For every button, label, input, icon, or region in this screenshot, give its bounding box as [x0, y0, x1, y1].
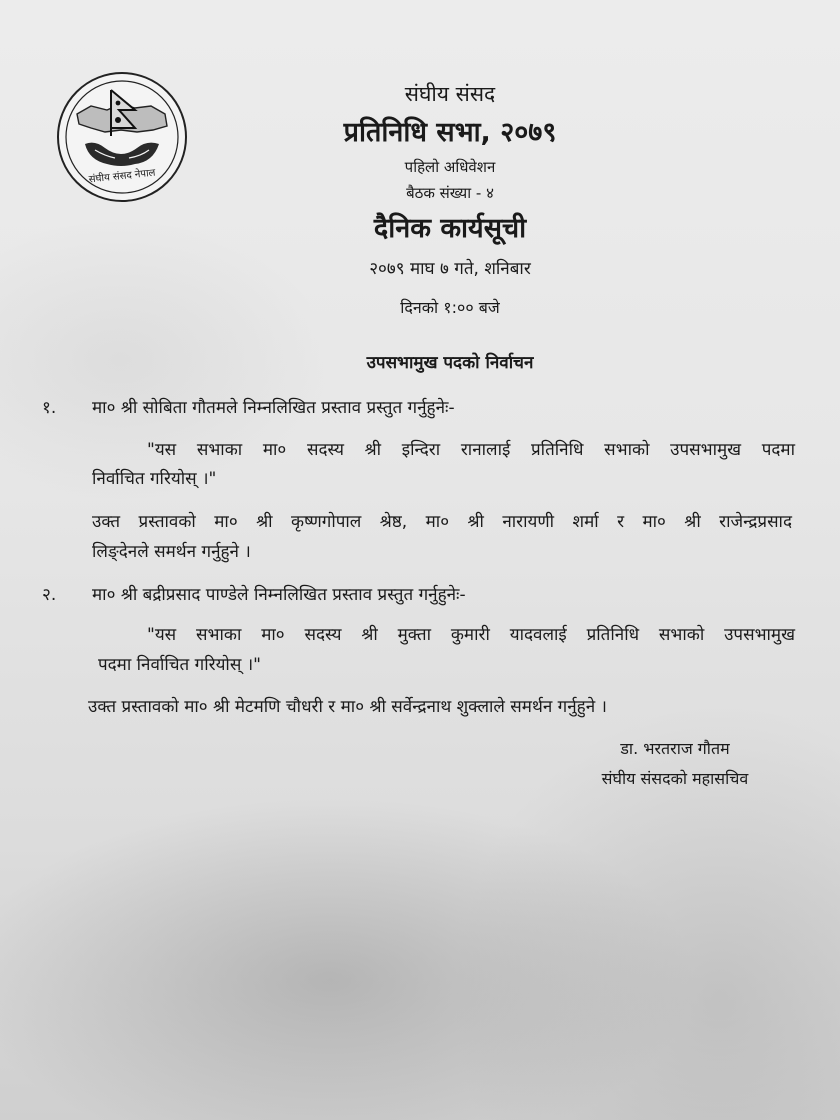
item-intro: मा० श्री बद्रीप्रसाद पाण्डेले निम्नलिखित प्रस्ताव प्रस्तुत गर्नुहुनेः- — [92, 585, 466, 605]
meeting-number: बैठक संख्या - ४ — [406, 184, 494, 202]
emblem-caption: संघीय संसद नेपाल — [88, 167, 156, 186]
signatory-title: संघीय संसदको महासचिव — [601, 769, 749, 788]
item-number: २. — [42, 585, 57, 605]
signatory-name: डा. भरतराज गौतम — [620, 739, 730, 758]
parliament-emblem-icon — [55, 70, 189, 204]
session-label: पहिलो अधिवेशन — [404, 158, 496, 176]
item-number: १. — [42, 398, 57, 418]
meeting-time: दिनको १:०० बजे — [400, 298, 500, 317]
house-title: प्रतिनिधि सभा, २०७९ — [343, 117, 557, 148]
item-quote-line: "यस सभाका मा० सदस्य श्री मुक्ता कुमारी यादवलाई प्रतिनिधि सभाको उपसभामुख — [147, 625, 795, 645]
item-support-line: उक्त प्रस्तावको मा० श्री मेटमणि चौधरी र मा० श्री सर्वेन्द्रनाथ शुक्लाले समर्थन गर्नुहुने । — [88, 697, 607, 717]
item-intro: मा० श्री सोबिता गौतमले निम्नलिखित प्रस्ताव प्रस्तुत गर्नुहुनेः- — [92, 398, 455, 418]
item-quote-line: पदमा निर्वाचित गरियोस् ।" — [98, 655, 261, 675]
item-support-line: उक्त प्रस्तावको मा० श्री कृष्णगोपाल श्रेष्ठ, मा० श्री नारायणी शर्मा र मा० श्री राजेन्द्रप्रसाद — [92, 512, 792, 532]
item-support-line: लिङ्देनले समर्थन गर्नुहुने । — [92, 542, 251, 562]
agenda-title: दैनिक कार्यसूची — [373, 213, 527, 244]
parliament-name: संघीय संसद — [404, 82, 496, 106]
item-quote-line: निर्वाचित गरियोस् ।" — [92, 469, 217, 489]
section-title: उपसभामुख पदको निर्वाचन — [366, 353, 534, 373]
meeting-date: २०७९ माघ ७ गते, शनिबार — [369, 259, 531, 279]
item-quote-line: "यस सभाका मा० सदस्य श्री इन्दिरा रानालाई प्रतिनिधि सभाको उपसभामुख पदमा — [147, 440, 795, 460]
